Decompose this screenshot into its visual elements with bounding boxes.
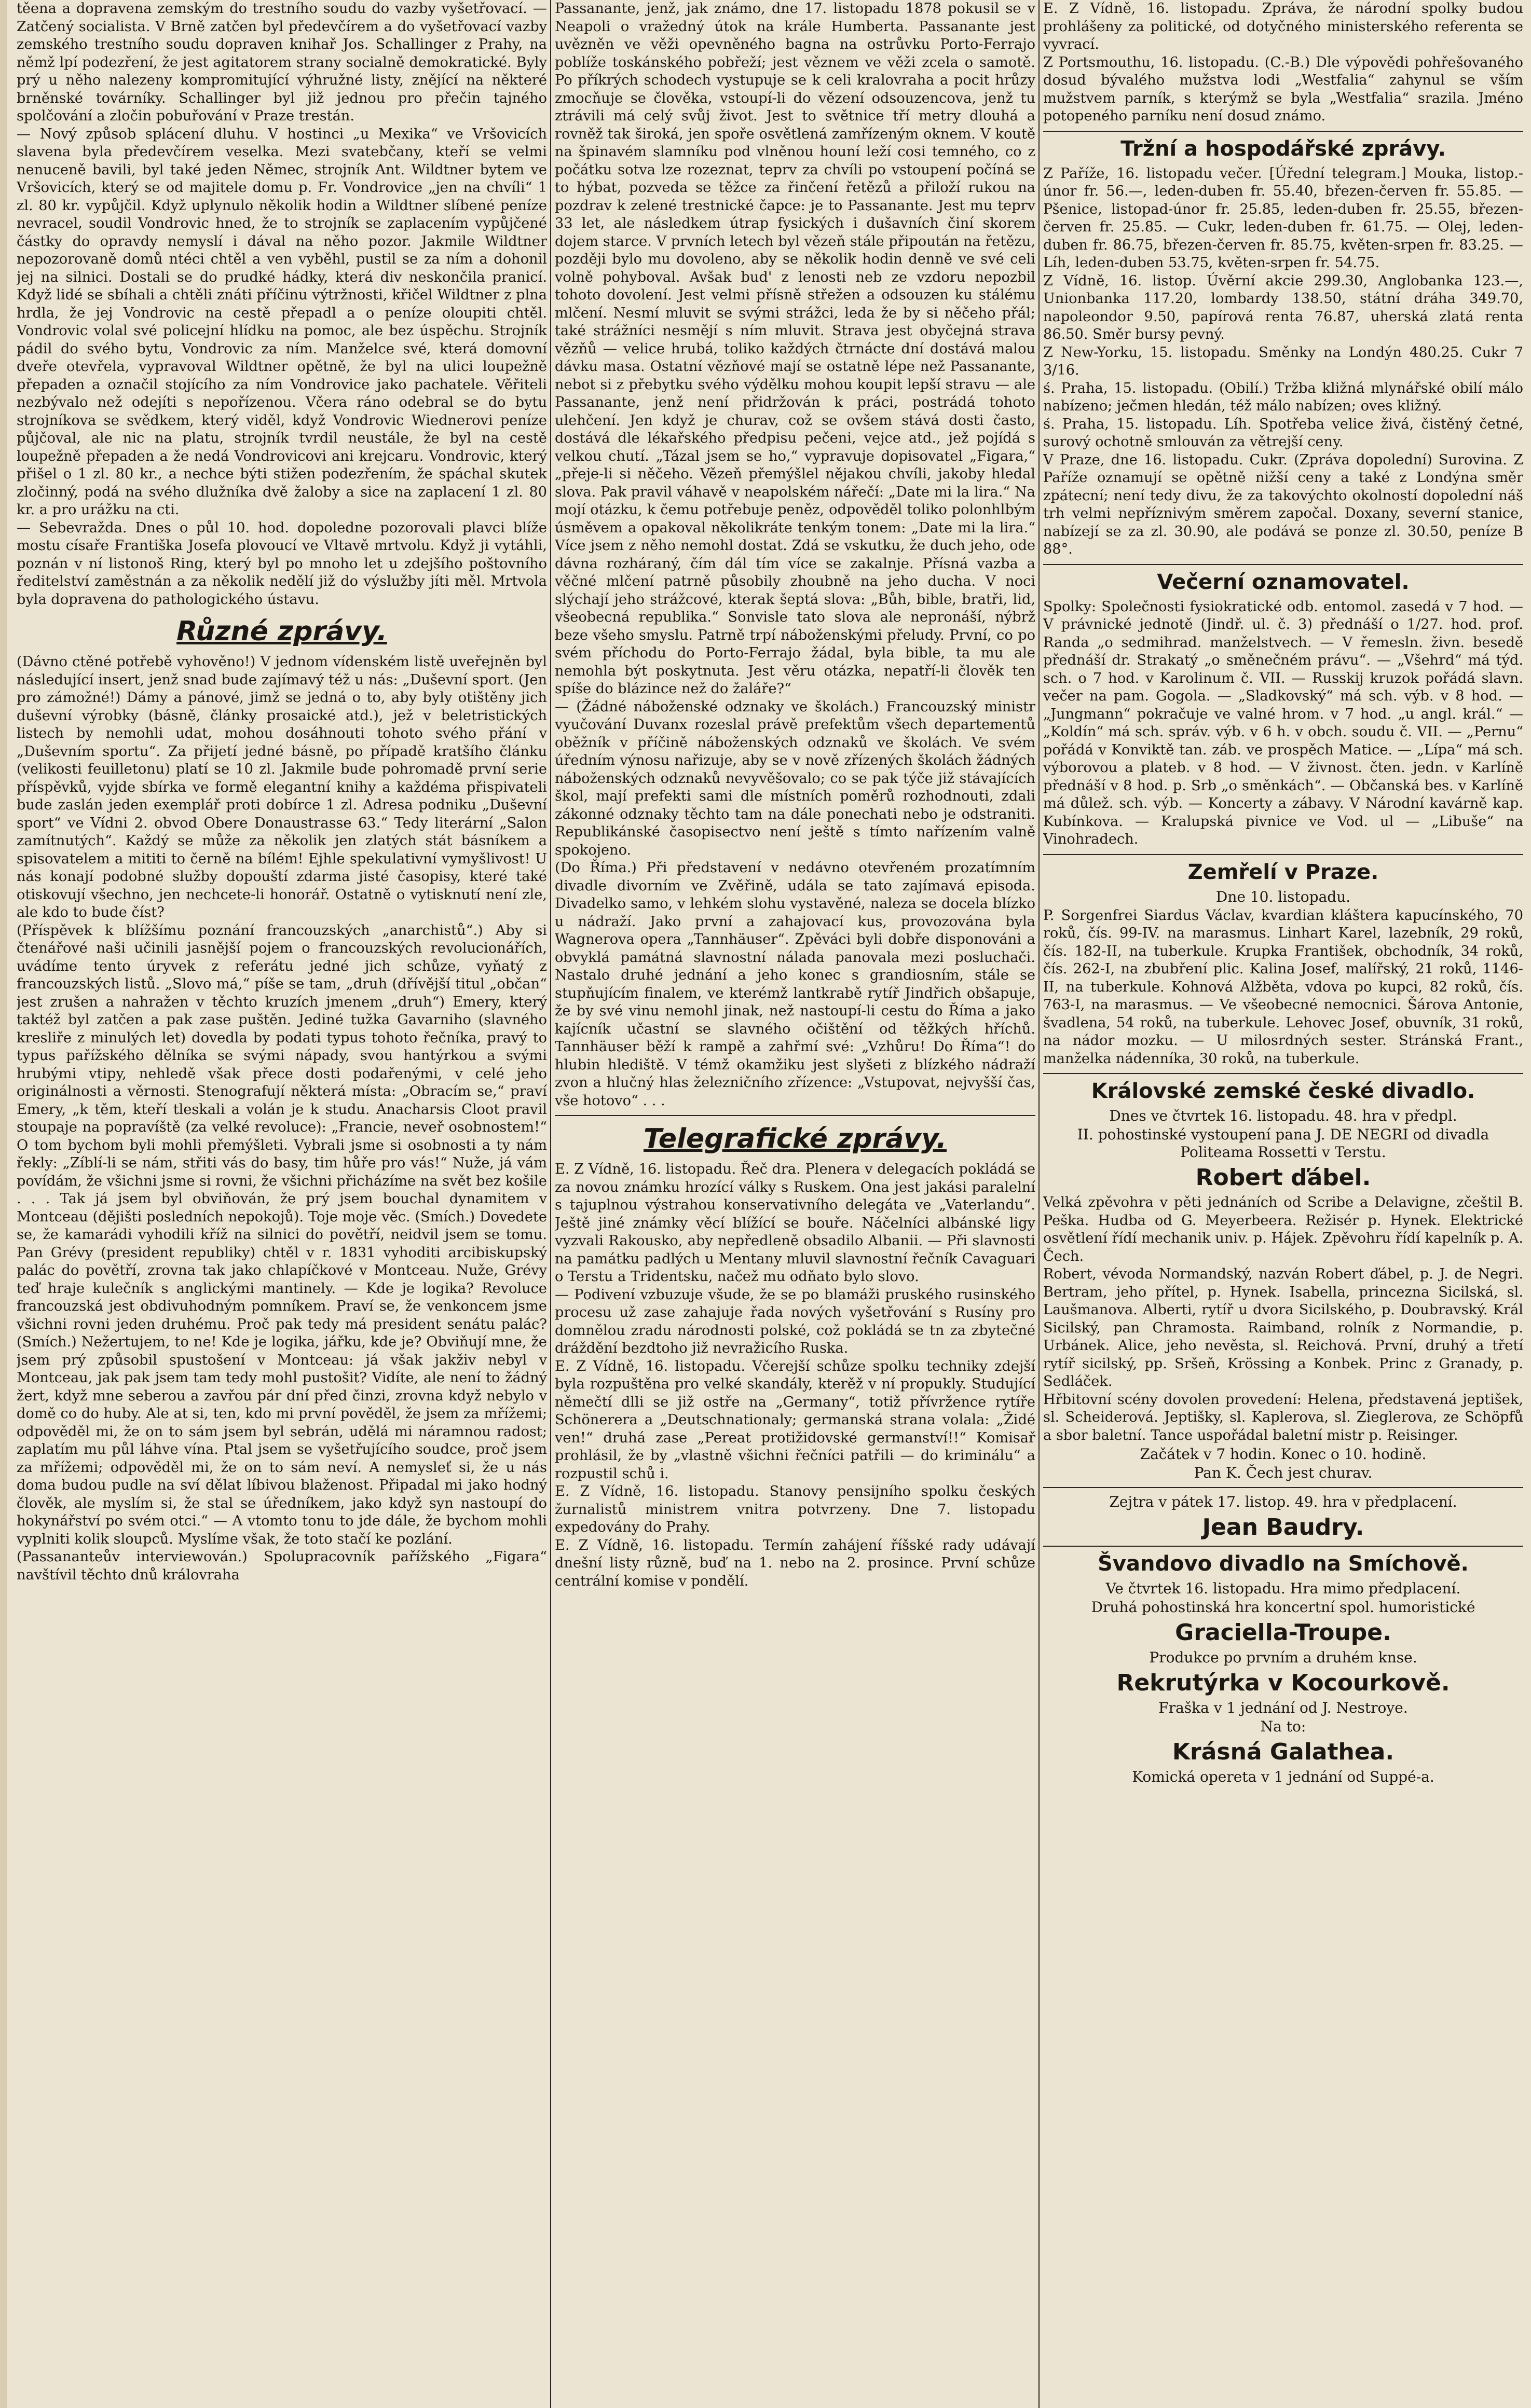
svandovo-play-2-desc: Komická opereta v 1 jednání od Suppé-a.: [1132, 1768, 1434, 1785]
svandovo-troupe: Graciella-Troupe.: [1175, 1619, 1391, 1646]
theatre-date: Dnes ve čtvrtek 16. listopadu. 48. hra v předpl.: [1109, 1107, 1457, 1124]
market-vienna: Z Vídně, 16. listop. Úvěrní akcie 299.30, Anglobanka 123.—, Unionbanka 117.20, lombardy 138.50, státní dráha 349.70, napoleondor 9.50, papírová renta 76.87, uherská zlatá renta 86.50. Směr bursy pevný.: [1043, 272, 1523, 342]
telegram-portsmouth: Z Portsmouthu, 16. listopadu. (C.-B.) Dle výpovědi pohřešovaného dosud bývalého mužstva lodi „Westfalia“ zahynul se vším mužstvem parník, s kterýmž se byla „Westfalia“ srazila. Jméno potopeného parníku není dosud známo.: [1043, 54, 1523, 124]
evening-announcements: Spolky: Společnosti fysiokratické odb. entomol. zasedá v 7 hod. — V právnické jednotě (Jindř. ul. č. 3) přednáší o 1/27. hod. prof. Randa „o sedmihrad. manželstvech. — V řemesln. živn. besedě přednáší dr. Strakatý „o směnečném právu“. — „Všehrd“ má týd. sch. o 7 hod. v Karolinum č. VII. — Russkij kruzok pořádá slavn. večer na pam. Gogola. — „Sladkovský“ má sch. výb. v 8 hod. — „Jungmann“ pokračuje ve valné hrom. v 7 hod. „u angl. král.“ — „Koldín“ má sch. správ. výb. v 6 h. v obch. soudu č. VII. — „Pernu“ pořádá v Konviktě tan. záb. ve prospěch Matice. — „Lípa“ má sch. výborovou a plateb. v 8 hod. — V živnost. čten. jedn. v Karlíně přednáší v 8 hod. p. Srb „o směnkách“. — Občanská bes. v Karlíně má důlež. sch. výb. — Koncerty a zábavy. V Národní kavárně kap. Kubínkova. — Kralupská pivnice ve Vod. ul — „Libuše“ na Vinohradech.: [1043, 598, 1523, 847]
article-passanante-intro: (Passananteův interviewován.) Spolupracovník pařížského „Figara“ navštívil těchto dnů královraha: [17, 1549, 547, 1583]
section-heading-trzni-zpravy: Tržní a hospodářské zprávy.: [1120, 136, 1446, 161]
theatre-ballet: Hřbitovní scény dovolen provedení: Helena, představená jeptišek, sl. Scheiderová. Jeptišky, sl. Kaplerova, sl. Zieglerova, ze Schöpfů a sbor baletní. Tance uspořádal baletní mistr p. Reisinger.: [1043, 1391, 1523, 1443]
section-heading-svandovo-divadlo: Švandovo divadlo na Smíchově.: [1098, 1552, 1469, 1576]
theatre-times: Začátek v 7 hodin. Konec o 10. hodině.: [1140, 1446, 1427, 1463]
divider: [1043, 564, 1523, 565]
market-praha-obili: ś. Praha, 15. listopadu. (Obilí.) Tržba kližná mlynářské obilí málo nabízeno; ječmen hledán, též málo nabízen; oves kližný.: [1043, 380, 1523, 414]
section-heading-narodni-divadlo: Královské zemské české divadlo.: [1091, 1079, 1475, 1103]
article-socialista: těena a dopravena zemským do trestního soudu do vazby vyšetřovací. — Zatčený socialista. V Brně zatčen byl předevčírem a do vyšetřovací vazby zemského trestního soudu dopraven knihař Jos. Schallinger z Prahy, na němž lpí podezření, že jest agitatorem strany socialně demokratické. Byly prý u něho nalezeny kompromitující výhružné listy, znějící na některé brněnské továrníky. Schallinger byl již jednou pro přečin tajného spolčování a zločin pobuřování v Praze trestán.: [17, 1, 547, 124]
article-do-rima: (Do Říma.) Při představení v nedávno otevřeném prozatímním divadle divorním ve Zvěřině, udála se tato zajímavá episoda. Divadelko samo, v lehkém slohu vystavěné, naleza se docela blízko u nádraží. Jako první a zahajovací kus, provozována byla Wagnerova opera „Tannhäuser“. Zpěváci byli dobře disponováni a obvyklá památná slavnostní nálada panovala mezi posluchači. Nastalo druhé jednání a jeho konec s grandiosním, stále se stupňujícím finalem, ve kterémž lantkrabě rytíř Jindřich obšapuje, že by své vinu nemohl jinak, než nastoupí-li cestu do Říma a jako kajícník učastní se slavného očištění od těžkých hříchů. Tannhäuser běží k rampě a zahřmí své: „Vzhůru! Do Říma“! do hlubin hlediště. V témž okamžiku jest slyšeti z blízkého nádraží zvon a hlučný hlas železničního zřízence: „Vstupovat, nejvyšší čas, vše hotovo“ . . .: [555, 860, 1035, 1109]
divider: [1043, 1487, 1523, 1488]
theatre-play-title: Robert ďábel.: [1195, 1164, 1371, 1191]
divider: [1043, 854, 1523, 855]
theatre-next-date: Zejtra v pátek 17. listop. 49. hra v předplacení.: [1109, 1493, 1457, 1510]
column-rule: [1038, 0, 1040, 2408]
article-splaceni-dluhu: — Nový způsob splácení dluhu. V hostinci „u Mexika“ ve Vršovicích slavena byla předevčírem veselka. Mezi svatebčany, kteří se velmi nenuceně bavili, byl také jeden Němec, strojník Ant. Wildtner bytem ve Vršovicích, který se od majitele domu p. Fr. Vondrovice „jen na chvíli“ 1 zl. 80 kr. vypůjčil. Když uplynulo několik hodin a Wildtner slíbené peníze nevracel, soudil Vondrovic hned, že to strojník se zaplacením vypůjčené částky do opravdy nemyslí i dával na něho pozor. Jakmile Wildtner nepozorovaně domů ntéci chtěl a ven vyběhl, pustil se za ním a dohonil jej na silnici. Dostali se do prudké hádky, která div neskončila pranicí. Když lidé se sbíhali a chtěli znáti příčinu výtržnosti, křičel Wildtner z plna hrdla, že jej Vondrovic na cestě přepadl a o peníze oloupiti chtěl. Vondrovic volal své policejní hlídku na pomoc, ale bez úspěchu. Strojník pádil do svého bytu, Vondrovic za ním. Manželce své, která domovní dveře otevřela, vypravoval Wildtner opětně, že byl na ulici loupežně přepaden a označil stojícího za ním Vondrovice jako pachatele. Věřiteli nezbývalo než odejíti s nepořízenou. Včera ráno odebral se do bytu strojníkova se svědkem, který viděl, když Vondrovic Wiednerovi peníze půjčoval, ale nic na platu, strojník tvrdil neustále, že byl na cestě loupežně přepaden a že nedá Vondrovicovi ani krejcaru. Vondrovic, který přišel o 1 zl. 80 kr., a nechce býti stižen podezřením, že spáchal skutek zločinný, podá na svého dlužníka dvě žaloby a sice na zaplacení 1 zl. 80 kr. a pro urážku na cti.: [17, 126, 547, 518]
theatre-guest: II. pohostinské vystoupení pana J. DE NEGRI od divadla Politeama Rossetti v Terstu.: [1077, 1126, 1489, 1161]
telegram-rusini: — Podivení vzbuzuje všude, že se po blamáži pruského rusinského procesu už zase zahajuje řada nových vyšetřování s Rusíny pro domnělou zradu národnosti polské, což pokládá se tn za zbytečné dráždění bezdtoho již nevražicího Ruska.: [555, 1286, 1035, 1356]
market-praha-cukr: V Praze, dne 16. listopadu. Cukr. (Zpráva dopolední) Surovina. Z Paříže oznamují se opětně nižší ceny a také z Londýna směr zpátecní; není tedy divu, že za takovýchto okolností dopolední náš trh velmi nepříznivým směrem započal. Doxany, severní stanice, nabízejí se za zl. 30.90, ale podává se ponze zl. 30.50, peníze B 88°.: [1043, 451, 1523, 557]
column-2: [555, 0, 1035, 2408]
newspaper-page: [7, 0, 1531, 2408]
svandovo-production: Produkce po prvním a druhém knse.: [1149, 1649, 1417, 1666]
divider: [1043, 1546, 1523, 1547]
market-paris: Z Paříže, 16. listopadu večer. [Úřední telegram.] Mouka, listop.-únor fr. 56.—, leden-duben fr. 55.40, březen-červen fr. 55.85. — Pšenice, listopad-únor fr. 25.85, leden-duben fr. 25.55, březen-červen fr. 25.85. — Cukr, leden-duben fr. 61.75. — Olej, leden-duben fr. 86.75, březen-červen fr. 85.75, květen-srpen fr. 83.25. — Líh, leden-duben 53.75, květen-srpen fr. 54.75.: [1043, 165, 1523, 271]
article-sebevrazda: — Sebevražda. Dnes o půl 10. hod. dopoledne pozorovali plavci blíže mostu císaře Františka Josefa plovoucí ve Vltavě mrtvolu. Když ji vytáhli, poznán v ní listonoš Ring, který byl po mnoho let u zdejšího poštovního ředitelství zaměstnán a za několik nedělí již do výslužby jíti měl. Mrtvola byla dopravena do pathologického ústavu.: [17, 519, 547, 608]
theatre-description: Velká zpěvohra v pěti jednáních od Scribe a Delavigne, zčeštil B. Peška. Hudba od G. Meyerbeera. Režisér p. Hynek. Elektrické osvětlení řídí mechanik univ. p. Hájek. Zpěvohru řídí kapelník p. A. Čech.: [1043, 1194, 1523, 1264]
theatre-cast: Robert, vévoda Normandský, nazván Robert ďábel, p. J. de Negri. Bertram, jeho přítel, p. Hynek. Isabella, princezna Sicilská, sl. Laušmanova. Alberti, rytíř u dvora Sicilského, p. Doubravský. Král Sicilský, pan Chramosta. Raimband, rolník z Normandie, p. Urbánek. Alice, jeho nevěsta, sl. Reichová. První, druhý a třetí rytíř sicilský, pp. Sršeň, Krössing a Konbek. Princ z Granady, p. Sedláček.: [1043, 1266, 1523, 1389]
telegram-vienna-5: E. Z Vídně, 16. listopadu. Zpráva, že národní spolky budou prohlášeny za politické, od dotyčného ministerského referenta se vyvrací.: [1043, 1, 1523, 52]
column-3: [1043, 0, 1523, 2408]
market-praha-lih: ś. Praha, 15. listopadu. Líh. Spotřeba velice živá, čistěný četné, surový ochotně smlouván za větrejší ceny.: [1043, 416, 1523, 450]
svandovo-guest: Druhá pohostinská hra koncertní spol. humoristické: [1091, 1599, 1475, 1616]
section-heading-zemreli: Zemřelí v Praze.: [1187, 860, 1379, 884]
divider: [555, 1115, 1035, 1116]
telegram-vienna-4: E. Z Vídně, 16. listopadu. Termín zahájení říšské rady udávají dnešní listy různě, buď na 1. nebo na 2. prosince. První schůze centrální komise v pondělí.: [555, 1537, 1035, 1589]
article-dusevni-sport: (Dávno ctěné potřebě vyhověno!) V jednom vídenském listě uveřejněn byl následující insert, jenž snad bude zajímavý též u nás: „Duševní sport. (Jen pro zámožné!) Dámy a pánové, jimž se jedná o to, aby byly otištěny jich duševní výrobky (básně, články prosaické atd.), jež v beletristických listech by nemohli udat, mohou dosáhnouti tohoto svého přání v „Duševním sportu“. Za přijetí jedné básně, po případě kratšího článku (velikosti feuilletonu) platí se 10 zl. Jakmile bude pohromadě první serie příspěvků, vyjde sbírka ve formě elegantní knihy a každéma přispivateli bude zaslán jeden exemplář proti dobírce 1 zl. Adresa podniku „Duševní sport“ ve Vídni 2. obvod Obere Donaustrasse 63.“ Tedy literární „Salon zamítnutých“. Každý se může za několik jen zlatých stát básníkem a spisovatelem a mititi to černě na bílém! Ejhle spekulativní vymyšlivost! U nás konají podobné služby dopouští zdarma jisté časopisy, které také otiskovují všechno, jen nechcete-li honorář. Ostatně o vytisknutí není zle, ale kdo to bude číst?: [17, 654, 547, 920]
theatre-next-title: Jean Baudry.: [1202, 1514, 1364, 1540]
article-nabozenske-odznaky: — (Žádné náboženské odznaky ve školách.) Francouzský ministr vyučování Duvanx rozeslal právě prefektům všech departementů oběžník v příčině náboženských odznaků ve školách. Ve svém úředním výnosu nařizuje, aby se v nově zřízených školách žádných náboženských odznaků nevyvěšovalo; co se pak týče již stávajících škol, mají prefekti sami dle místních poměrů rozhodnouti, zdali zákonné odznaky těchto tam na dále ponechati nebo je odstraniti. Republikánské časopisectvo není ještě s tímto nařízením valně spokojeno.: [555, 698, 1035, 858]
svandovo-then: Na to:: [1260, 1718, 1306, 1735]
telegram-vienna-3: E. Z Vídně, 16. listopadu. Stanovy pensijního spolku českých žurnalistů ministrem vnitra potvrzeny. Dne 7. listopadu expedovány do Prahy.: [555, 1483, 1035, 1535]
market-new-york: Z New-Yorku, 15. listopadu. Směnky na Londýn 480.25. Cukr 7 3/16.: [1043, 344, 1523, 378]
svandovo-play-2: Krásná Galathea.: [1172, 1739, 1395, 1765]
telegram-vienna-1: E. Z Vídně, 16. listopadu. Řeč dra. Plenera v delegacích pokládá se za novou známku hrozící války s Ruskem. Ona jest jakási paralelní s tajuplnou výstrahou konservativního delegáta ve „Vaterlandu“. Ještě jiné známky věcí blížící se bouře. Náčelníci albánské ligy vyzvali Rakousko, aby nepředleně obsadilo Albanii. — Při slavnosti na památku padlých u Mentany mluvil slavnostní řečník Cavaguari o Terstu a Tridentsku, načež mu odňato bylo slovo.: [555, 1161, 1035, 1285]
article-anarchiste: (Příspěvek k blížšímu poznání francouzských „anarchistů“.) Aby si čtenářové naši učinili jasnější pojem o francouzských revolucionářích, uvádíme tento úryvek z referátu jedné jich schůze, vyňatý z francouzských listů. „Slovo má,“ píše se tam, „druh (dřívější titul „občan“ jest zrušen a nahražen v těchto kruzích jmenem „druh“) Emery, který taktéž byl zatčen a pak zase puštěn. Jediné tužka Gavarniho (slavného kresliře z minulých let) dovedla by podati typus tohoto řečníka, pravý to typus pařížského dělníka se svými nápady, svou hantýrkou a svými hrubými vtipy, nehledě však přece dosti podařenými, v celé jeho originálnosti a věrnosti. Stenografují některá místa: „Obracím se,“ praví Emery, „k těm, kteří tleskali a volán je k studu. Anacharsis Cloot pravil stoupaje na popravíště (za velké revoluce): „Francie, neveř osobnostem!“ O tom bychom byli mohli přemýšleti. Vybrali jsme si osobnosti a ty nám řekly: „Zíblí-li se nám, střiti vás do basy, tim hůře pro vás!“ Nuže, já vám povídám, že všichni jsme si rovni, že všichni přicházíme na svět bez košile . . . Tak já jsem byl obviňován, že prý jsem bouchal dynamitem v Montceau (dějišti posledních nepokojů). Toje moje věc. (Smích.) Dovedete se, že kamarádi vyhodili kříž na silnici do povětří, neidvil jsem se tomu. Pan Grévy (president republiky) chtěl v r. 1831 vyhoditi arcibiskupský palác do povětří, zrovna tak jako chlapíčkové v Montceau. Nuže, Grévy teď hraje kulečník s anglickými mantinely. — Kde je logika? Revoluce francouzská jest obdivuhodným pomníkem. Praví se, že venkoncem jsme všichni rovni jeden druhému. Proč pak tedy má president senátu palác? (Smích.) Nežertujem, to ne! Kde je logika, jářku, kde je? Obviňují mne, že jsem prý způsobil spustošení v Montceau: já však jakživ nebyl v Montceau, jak pak jsem tam tedy mohl pustošit? Vidíte, ale není to žádný žert, když mne seberou a zavřou pár dní před činzi, zrovna když nebylo v domě co do huby. Ale at si, ten, kdo mi první pověděl, že jsem za mřížemi; odpověděl mi, že on to sám jsem byl sebrán, udělá mi náramnou radost; zaplatím mu půl láhve vína. Ptal jsem se vyšetřujícího soudce, proč jsem za mřížemi; odpověděl mi, že on to sám neví. A nemysleť si, že u nás doma budou pudle na sví dělat líbivou blaženost. Připadal mi jako hodný člověk, ale myslím si, že stal se úředníkem, jako když syn nastoupí do hokynářství po svém otci.“ — A vtomto tonu to jde dále, že bychom mohli vyplniti kolik sloupců. Myslíme však, že toto stačí ke pozlání.: [17, 922, 547, 1547]
column-1: [17, 0, 547, 2408]
divider: [1043, 1073, 1523, 1074]
column-rule: [550, 0, 551, 2408]
section-heading-telegraficke-zpravy: Telegrafické zprávy.: [644, 1123, 947, 1154]
svandovo-play-1-desc: Fraška v 1 jednání od J. Nestroye.: [1158, 1699, 1408, 1716]
theatre-note: Pan K. Čech jest churav.: [1194, 1464, 1373, 1481]
section-heading-vecerni-oznamovatel: Večerní oznamovatel.: [1157, 570, 1410, 594]
deaths-date: Dne 10. listopadu.: [1215, 888, 1351, 905]
section-heading-ruzne-zpravy: Různé zprávy.: [176, 616, 387, 647]
telegram-vienna-2: E. Z Vídně, 16. listopadu. Včerejší schůze spolku techniky zdejší byla rozpuštěna pro velké skandály, kterěž v ní propukly. Studující němečtí dlli se již ostře na „Germany“, totiž přívržence rytíře Schönerera a „Deutschnationaly; germanská strana volala: „Židé ven!“ druhá zase „Pereat protižidovské germanství!!“ Komisař prohlásil, že by „vlastně všichni řečníci patřili — do kriminálu“ a rozpustil schů i.: [555, 1358, 1035, 1482]
divider: [1043, 131, 1523, 132]
article-passanante: Passanante, jenž, jak známo, dne 17. listopadu 1878 pokusil se v Neapoli o vražedný útok na krále Humberta. Passanante jest uvězněn ve věži opevněného bagna na ostrůvku Porto-Ferrajo poblíže toskánského pobřeží; jest věznem ve věži zcela o samotě. Po příkrých schodech vystupuje se k celi kralovraha a pocit hrůzy zmocňuje se člověka, vstoupí-li do vězení odsouzencova, jenž tu ztrávili má celý svůj život. Jest to světnice tří metry dlouhá a rovněž tak široká, jen spoře osvětlená zamřízeným oknem. V koutě na špinavém slamníku pod vlněnou houní leží cosi temného, co z počátku sotva lze rozeznat, teprv za chvíli po vstoupení počíná se to hýbat, pozveda se těžce za řinčení řetězů a přiloží rukou na pozdrav k zelené trestnické čapce: je to Passanante. Jest mu teprv 33 let, ale následkem útrap fysických i dušavních činí skorem dojem starce. V prvních letech byl vězeň stále připoután na řetězu, později bylo mu dovoleno, aby se několik hodin denně ve své celi volně pohyboval. Avšak bud' z lenosti neb ze vzdoru nepozbil tohoto dovolení. Jest velmi přísně střežen a odsouzen ku stálému mlčení. Nesmí mluvit se svými strážci, leda že by si něčeho přál; také strážníci nesmějí s ním mluvit. Strava jest obyčejná strava vězňů — velice hrubá, toliko každých čtrnácte dní dostává malou dávku masa. Ostatní vězňové mají se ostatně lépe než Passanante, nebot si z přebytku svého výdělku mohou koupit lepší stravu — ale Passanante, jenž není přidržován k práci, postrádá tohoto ulehčení. Jen když je churav, což se ovšem stává dosti často, dostává dle lékařského předpisu pečeni, vejce atd., jež pojídá s velkou chutí. „Tázal jsem se ho,“ vypravuje dopisovatel „Figara,“ „přeje-li si něčeho. Vězeň přemýšlel nějakou chvíli, jakoby hledal slova. Pak pravil váhavě v neapolském nářečí: „Date mi la lira.“ Na mojí otázku, k čemu potřebuje peněz, odpověděl toliko polonhlbým úsměvem a opakoval několikráte tenkým tonem: „Date mi la lira.“ Více jsem z něho nemohl dostat. Zdá se vskutku, že duch jeho, ode dávna rozháraný, čím dál tím více se zakalnje. Přísná vazba a věčné mlčení patrně působily zhoubně na jeho ducha. V noci slýchají jeho strážcové, kterak šeptá slova: „Bůh, bible, bratři, lid, všeobecná republika.“ Sonvisle tato slova ale nepronáší, nýbrž beze všeho smyslu. Patrně trpí náboženskými přeludy. První, co po svém příchodu do Porto-Ferrajo žádal, byla bible, ta mu ale nemohla být poskytnuta. Jest věru otázka, nepatří-li člověk ten spíše do blázince než do žaláře?“: [555, 1, 1035, 697]
deaths-list: P. Sorgenfrei Siardus Václav, kvardian kláštera kapucínského, 70 roků, čís. 99-IV. na marasmus. Linhart Karel, lazebník, 29 roků, čís. 182-II, na tuberkule. Krupka František, obchodník, 34 roků, čís. 262-I, na zbubření plic. Kalina Josef, malířský, 21 roků, 1146-II, na tuberkule. Kohnová Alžběta, vdova po kupci, 82 roků, čís. 763-I, na marasmus. — Ve všeobecné nemocnici. Šárova Antonie, švadlena, 54 roků, na tuberkule. Lehovec Josef, obuvník, 31 roků, na nádor mozku. — U milosrdných sester. Stránská Frant., manželka nádenníka, 30 roků, na tuberkule.: [1043, 907, 1523, 1067]
svandovo-play-1: Rekrutýrka v Kocourkově.: [1116, 1670, 1450, 1696]
svandovo-date: Ve čtvrtek 16. listopadu. Hra mimo předplacení.: [1105, 1580, 1461, 1597]
